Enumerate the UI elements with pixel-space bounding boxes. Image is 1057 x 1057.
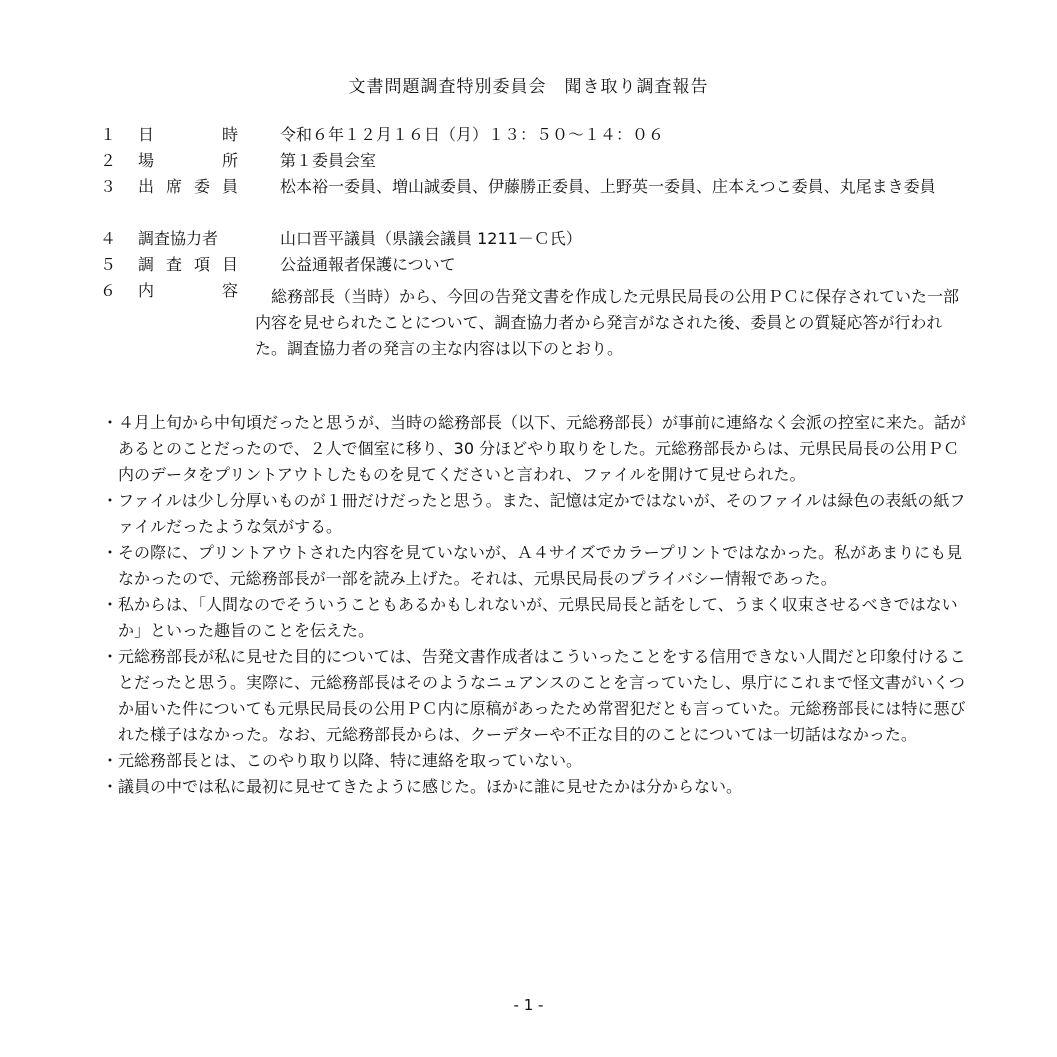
item-value: 松本裕一委員、増山誠委員、伊藤勝正委員、上野英一委員、庄本えつこ委員、丸尾まき委員	[280, 177, 936, 196]
item-label	[138, 226, 238, 249]
item-value: 公益通報者保護について	[280, 255, 456, 274]
item-label-char: 場	[138, 151, 155, 170]
item-label-char: 調	[138, 255, 155, 274]
bullet-item	[100, 410, 970, 488]
item-label-char: 査	[165, 255, 182, 274]
item-label-char: 席	[165, 177, 182, 196]
item-label-char: 員	[221, 177, 238, 196]
item-number: ２	[100, 151, 117, 170]
bullet-item	[100, 488, 970, 540]
item-number: ４	[100, 229, 117, 248]
bullet-dot: ・	[102, 543, 119, 562]
item-label-char: 所	[221, 151, 238, 170]
bullet-text: 私からは、「人間なのでそういうこともあるかもしれないが、元県民局長と話をして、うまく収束させるべきではないか」といった趣旨のことを伝えた。	[118, 595, 958, 640]
item-date	[100, 122, 980, 148]
item-label-char: 調査協力者	[138, 229, 219, 248]
bullet-text: 元総務部長が私に見せた目的については、告発文書作成者はこういったことをする信用できない人間だと印象付けることだったと思う。実際に、元総務部長はそのようなニュアンスのことを言っていたし、県庁にこれまで怪文書がいくつか届いた件についても元県民局長の公用ＰＣ内に原稿があったため常習犯だとも言っていた。元総務部長には特に悪びれた様子はなかった。なお、元総務部長からは、クーデターや不正な目的のことについては一切話はなかった。	[118, 647, 966, 744]
bullet-dot: ・	[102, 777, 119, 796]
bullet-text: ４月上旬から中旬頃だったと思うが、当時の総務部長（以下、元総務部長）が事前に連絡なく会派の控室に来た。話があるとのことだったので、２人で個室に移り、30 分ほどやり取りをした。元総務部長からは、元県民局長の公用ＰＣ内のデータをプリントアウトしたものを見てくださいと言われ、ファイルを開けて見せられた。	[118, 413, 967, 484]
item-value: 山口晋平議員（県議会議員 1211－Ｃ氏）	[280, 229, 582, 248]
item-label-char: 委	[193, 177, 210, 196]
bullet-dot: ・	[102, 647, 119, 666]
item-label	[138, 174, 238, 197]
item-label	[138, 122, 238, 145]
item-label-char: 出	[138, 177, 155, 196]
item-label	[138, 148, 238, 171]
item-number: １	[100, 125, 117, 144]
bullet-item	[100, 774, 970, 800]
page-number: - 1 -	[513, 996, 544, 1014]
item-subject	[100, 252, 980, 278]
item-label-char: 時	[221, 125, 238, 144]
bullet-list	[100, 410, 970, 800]
bullet-dot: ・	[102, 413, 119, 432]
bullet-item	[100, 644, 970, 748]
bullet-text: その際に、プリントアウトされた内容を見ていないが、Ａ４サイズでカラープリントではなかった。私があまりにも見なかったので、元総務部長が一部を読み上げた。それは、元県民局長のプライバシー情報であった。	[118, 543, 963, 588]
bullet-dot: ・	[102, 751, 119, 770]
item-number: ６	[100, 281, 117, 300]
item-label-char: 項	[193, 255, 210, 274]
item-label-char: 日	[138, 125, 155, 144]
item-list	[100, 122, 980, 304]
item-value: 第１委員会室	[280, 151, 377, 170]
content-body: 総務部長（当時）から、今回の告発文書を作成した元県民局長の公用ＰＣに保存されていた一部内容を見せられたことについて、調査協力者から発言がなされた後、委員との質疑応答が行われた。調査協力者の発言の主な内容は以下のとおり。	[255, 287, 960, 358]
bullet-text: 元総務部長とは、このやり取り以降、特に連絡を取っていない。	[118, 751, 583, 770]
item-label-char: 目	[221, 255, 238, 274]
bullet-dot: ・	[102, 595, 119, 614]
item-label-char: 容	[221, 281, 238, 300]
item-number: ５	[100, 255, 117, 274]
bullet-item	[100, 540, 970, 592]
item-value: 令和６年１２月１６日（月）１３：５０〜１４：０６	[280, 125, 665, 144]
item-cooperator	[100, 226, 980, 252]
item-label	[138, 252, 238, 275]
bullet-item	[100, 748, 970, 774]
bullet-text: ファイルは少し分厚いものが１冊だけだったと思う。また、記憶は定かではないが、そのファイルは緑色の表紙の紙ファイルだったような気がする。	[118, 491, 966, 536]
item-place	[100, 148, 980, 174]
document-title: 文書問題調査特別委員会 聞き取り調査報告	[348, 77, 709, 97]
item-label	[138, 278, 238, 301]
item-label-char: 内	[138, 281, 155, 300]
bullet-text: 議員の中では私に最初に見せてきたように感じた。ほかに誰に見せたかは分からない。	[118, 777, 743, 796]
bullet-dot: ・	[102, 491, 119, 510]
item-attendees	[100, 174, 980, 226]
bullet-item	[100, 592, 970, 644]
item-number: ３	[100, 177, 117, 196]
